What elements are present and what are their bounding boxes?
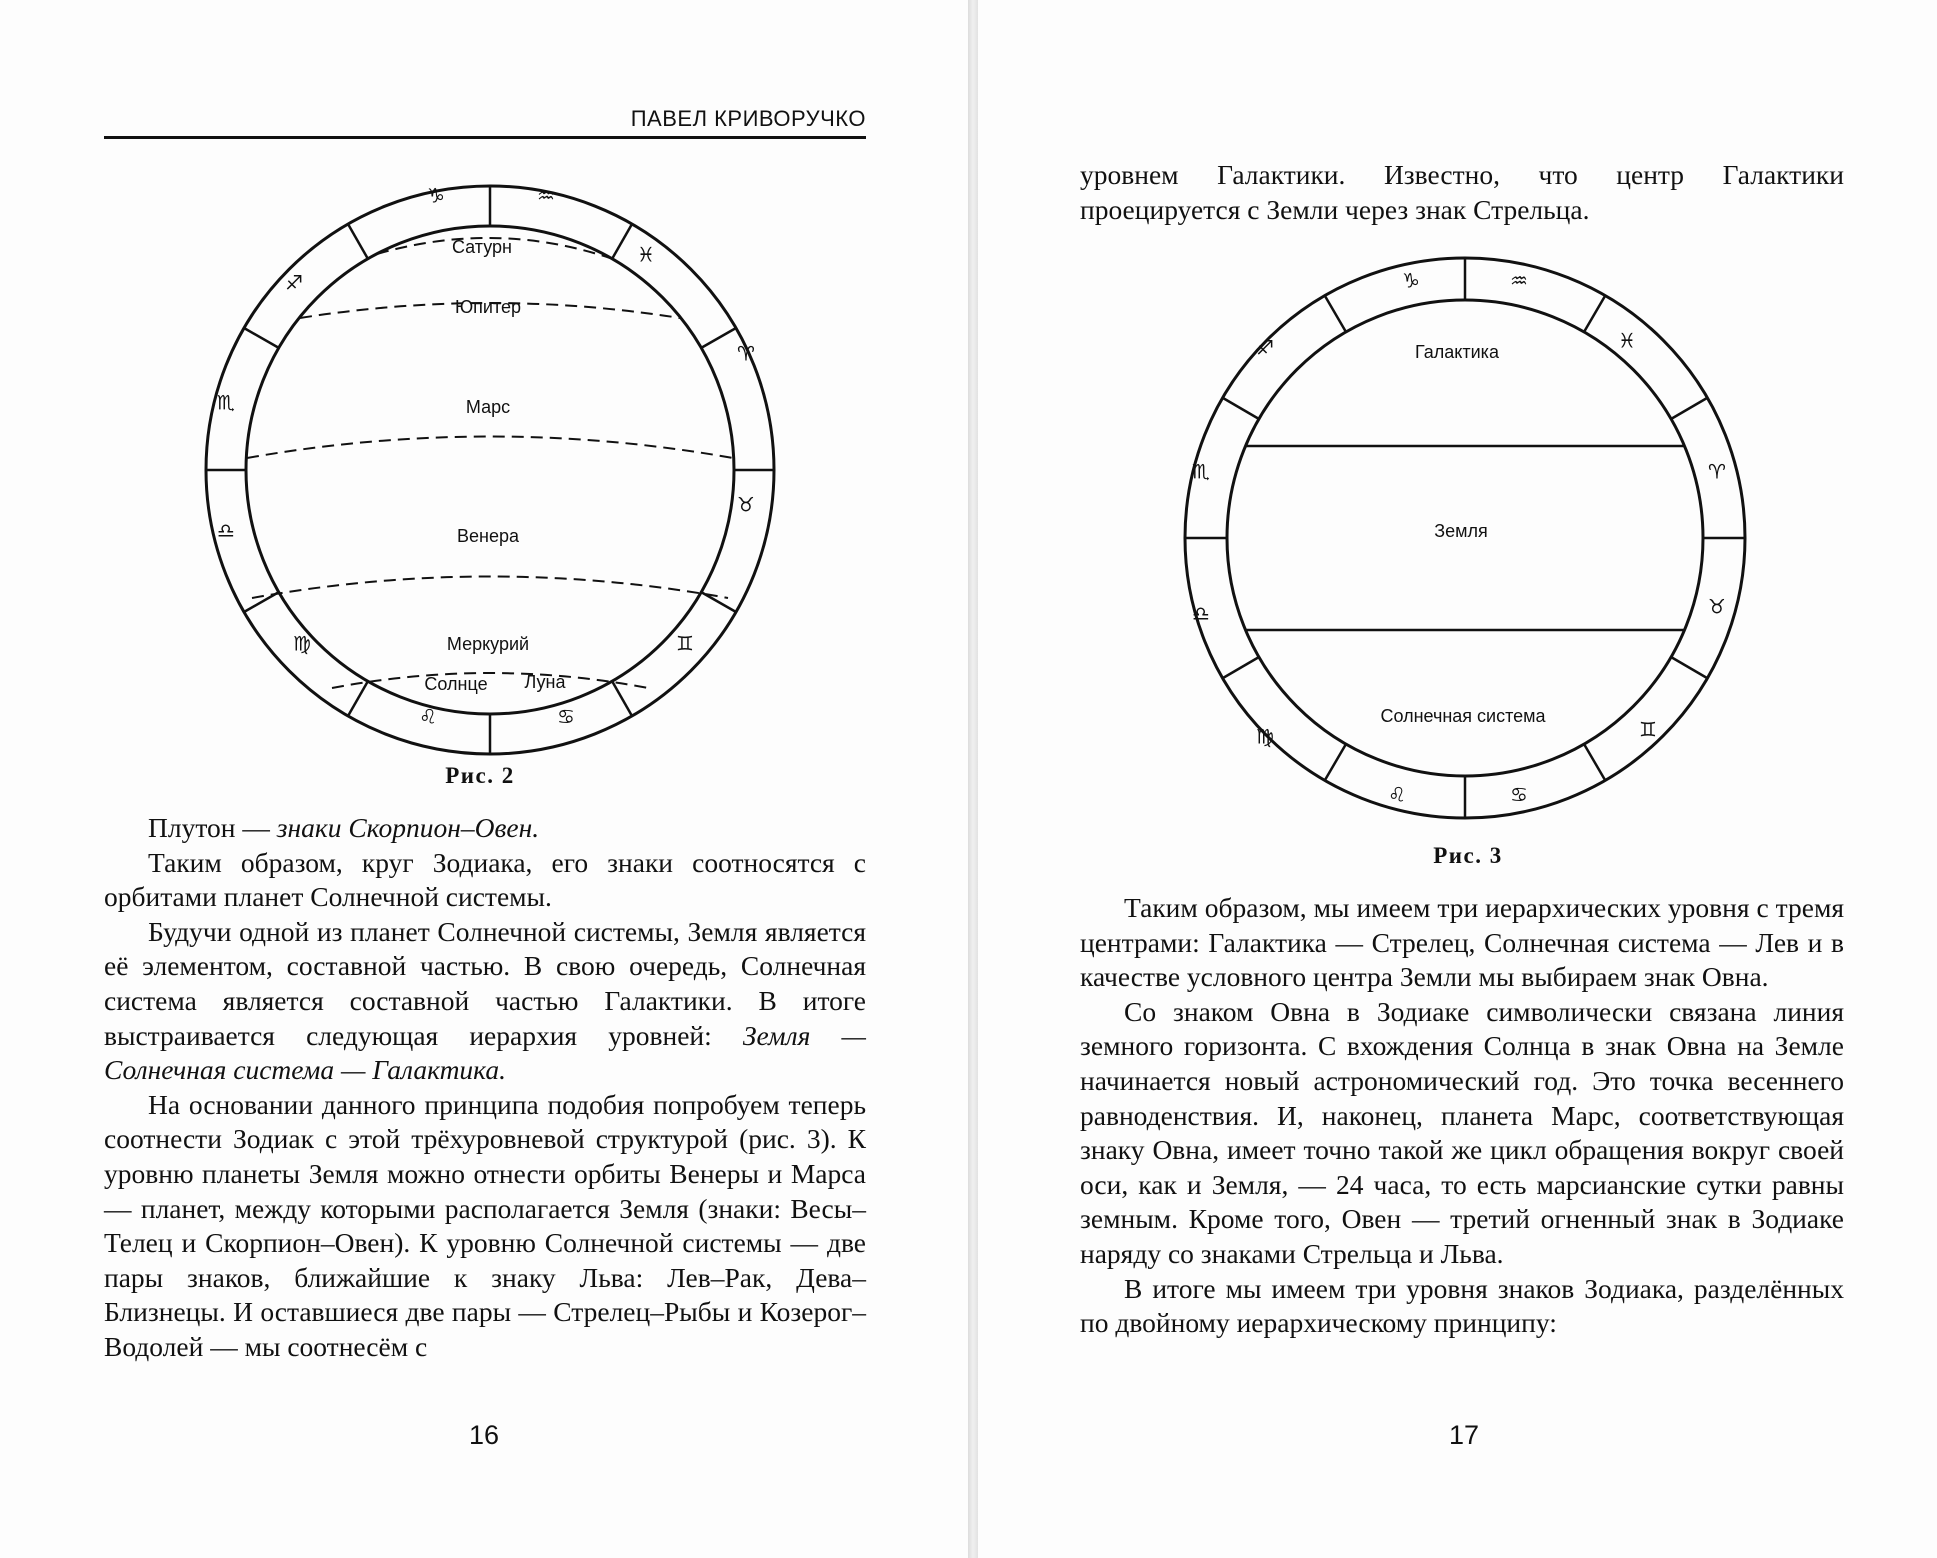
paragraph: Таким образом, мы имеем три иерархических уровня с тремя центрами: Галактика — Стрелец, Солнечная система — Лев и в качестве условного центра Земли мы выбираем знак Овна. bbox=[1080, 892, 1844, 993]
aquarius-icon: ♒ bbox=[1510, 270, 1528, 293]
figure-2 bbox=[190, 180, 790, 760]
jupiter-label: Юпитер bbox=[454, 297, 522, 317]
capricorn-icon: ♑ bbox=[427, 185, 445, 208]
aries-icon: ♈ bbox=[737, 343, 755, 366]
page-number: 17 bbox=[1448, 1420, 1480, 1450]
venus-orbit bbox=[252, 577, 728, 599]
pisces-icon: ♓ bbox=[637, 244, 655, 267]
paragraph: уровнем Галактики. Известно, что центр Галактики проецируется с Земли через знак Стрельца. bbox=[1080, 159, 1844, 225]
left-page bbox=[0, 0, 968, 1558]
sun-label: Солнце bbox=[424, 674, 488, 694]
gemini-icon: ♊ bbox=[1639, 719, 1657, 742]
mars-orbit bbox=[247, 437, 733, 459]
figure-2-caption: Рис. 2 bbox=[445, 763, 515, 788]
saturn-label: Сатурн bbox=[451, 237, 513, 257]
paragraph bbox=[104, 811, 866, 846]
sign-dividers bbox=[206, 186, 774, 754]
paragraph-text: Плутон — bbox=[148, 812, 277, 843]
page-number: 16 bbox=[468, 1420, 500, 1450]
paragraph: Таким образом, круг Зодиака, его знаки соотносятся с орбитами планет Солнечной системы. bbox=[104, 846, 866, 913]
solar-system-label: Солнечная система bbox=[1380, 706, 1546, 726]
gemini-icon: ♊ bbox=[676, 633, 694, 656]
aries-icon: ♈ bbox=[1708, 461, 1726, 484]
paragraph-emphasis: Земля — Солнечная система — Галактика. bbox=[104, 1019, 866, 1086]
right-page bbox=[978, 0, 1937, 1558]
aquarius-icon: ♒ bbox=[537, 185, 555, 208]
right-top-text bbox=[1080, 158, 1844, 227]
cancer-icon: ♋ bbox=[557, 706, 575, 729]
paragraph bbox=[104, 915, 866, 1088]
taurus-icon: ♉ bbox=[1708, 596, 1726, 619]
moon-label: Луна bbox=[524, 672, 566, 692]
capricorn-icon: ♑ bbox=[1402, 270, 1420, 293]
mercury-orbit bbox=[332, 673, 648, 688]
earth-label: Земля bbox=[1434, 521, 1488, 541]
paragraph-text: Будучи одной из планет Солнечной системы, Земля является её элементом, составной частью. В свою очередь, Солнечная система является составной частью Галактики. В итоге выстраивается следующая иерархия уровней: bbox=[104, 915, 866, 1051]
libra-icon: ♎ bbox=[1192, 603, 1210, 626]
paragraph: На основании данного принципа подобия попробуем теперь соотнести Зодиак с этой трёхуровневой структурой (рис. 3). К уровню планеты Земля можно отнести орбиты Венеры и Марса — планет, между которыми располагается Земля (знаки: Весы–Телец и Скорпион–Овен). К уровню Солнечной системы — две пары знаков, ближайшие к знаку Льва: Лев–Рак, Дева–Близнецы. И оставшиеся две пары — Стрелец–Рыбы и Козерог–Водолей — мы соотнесём с bbox=[104, 1088, 866, 1362]
virgo-icon: ♍ bbox=[1256, 726, 1274, 749]
sagittarius-icon: ♐ bbox=[1256, 337, 1274, 360]
virgo-icon: ♍ bbox=[293, 633, 311, 656]
outer-ring bbox=[206, 186, 774, 754]
book-gutter bbox=[968, 0, 978, 1558]
pisces-icon: ♓ bbox=[1618, 330, 1636, 353]
libra-icon: ♎ bbox=[217, 520, 235, 543]
paragraph-emphasis: знаки Скорпион–Овен. bbox=[276, 812, 540, 843]
running-head: ПАВЕЛ КРИВОРУЧКО bbox=[630, 106, 866, 131]
right-body-text bbox=[1080, 891, 1844, 1341]
left-body-text bbox=[104, 811, 866, 1365]
figure-3 bbox=[1175, 254, 1755, 824]
mars-label: Марс bbox=[465, 397, 511, 417]
zodiac-orbits-diagram bbox=[190, 180, 790, 760]
cancer-icon: ♋ bbox=[1510, 784, 1528, 807]
leo-icon: ♌ bbox=[419, 706, 437, 729]
paragraph: В итоге мы имеем три уровня знаков Зодиака, разделённых по двойному иерархическому принципу: bbox=[1080, 1272, 1844, 1339]
header-rule bbox=[104, 136, 866, 139]
galaxy-label: Галактика bbox=[1415, 342, 1499, 362]
zodiac-levels-diagram bbox=[1175, 254, 1755, 824]
leo-icon: ♌ bbox=[1388, 784, 1406, 807]
mercury-label: Меркурий bbox=[446, 634, 530, 654]
paragraph: Со знаком Овна в Зодиаке символически связана линия земного горизонта. С вхождения Солнца в знак Овна на Земле начинается новый астрономический год. Это точка весеннего равноденствия. И, наконец, планета Марс, соответствующая знаку Овна, имеет точно такой же цикл обращения вокруг своей оси, как и Земля, — 24 часа, то есть марсианские сутки равны земным. Кроме того, Овен — третий огненный знак в Зодиаке наряду со знаками Стрельца и Льва. bbox=[1080, 995, 1844, 1269]
venus-label: Венера bbox=[457, 526, 519, 546]
sagittarius-icon: ♐ bbox=[285, 272, 303, 295]
scorpio-icon: ♏ bbox=[217, 392, 235, 415]
scorpio-icon: ♏ bbox=[1192, 461, 1210, 484]
taurus-icon: ♉ bbox=[737, 494, 755, 517]
figure-3-caption: Рис. 3 bbox=[1433, 843, 1503, 868]
